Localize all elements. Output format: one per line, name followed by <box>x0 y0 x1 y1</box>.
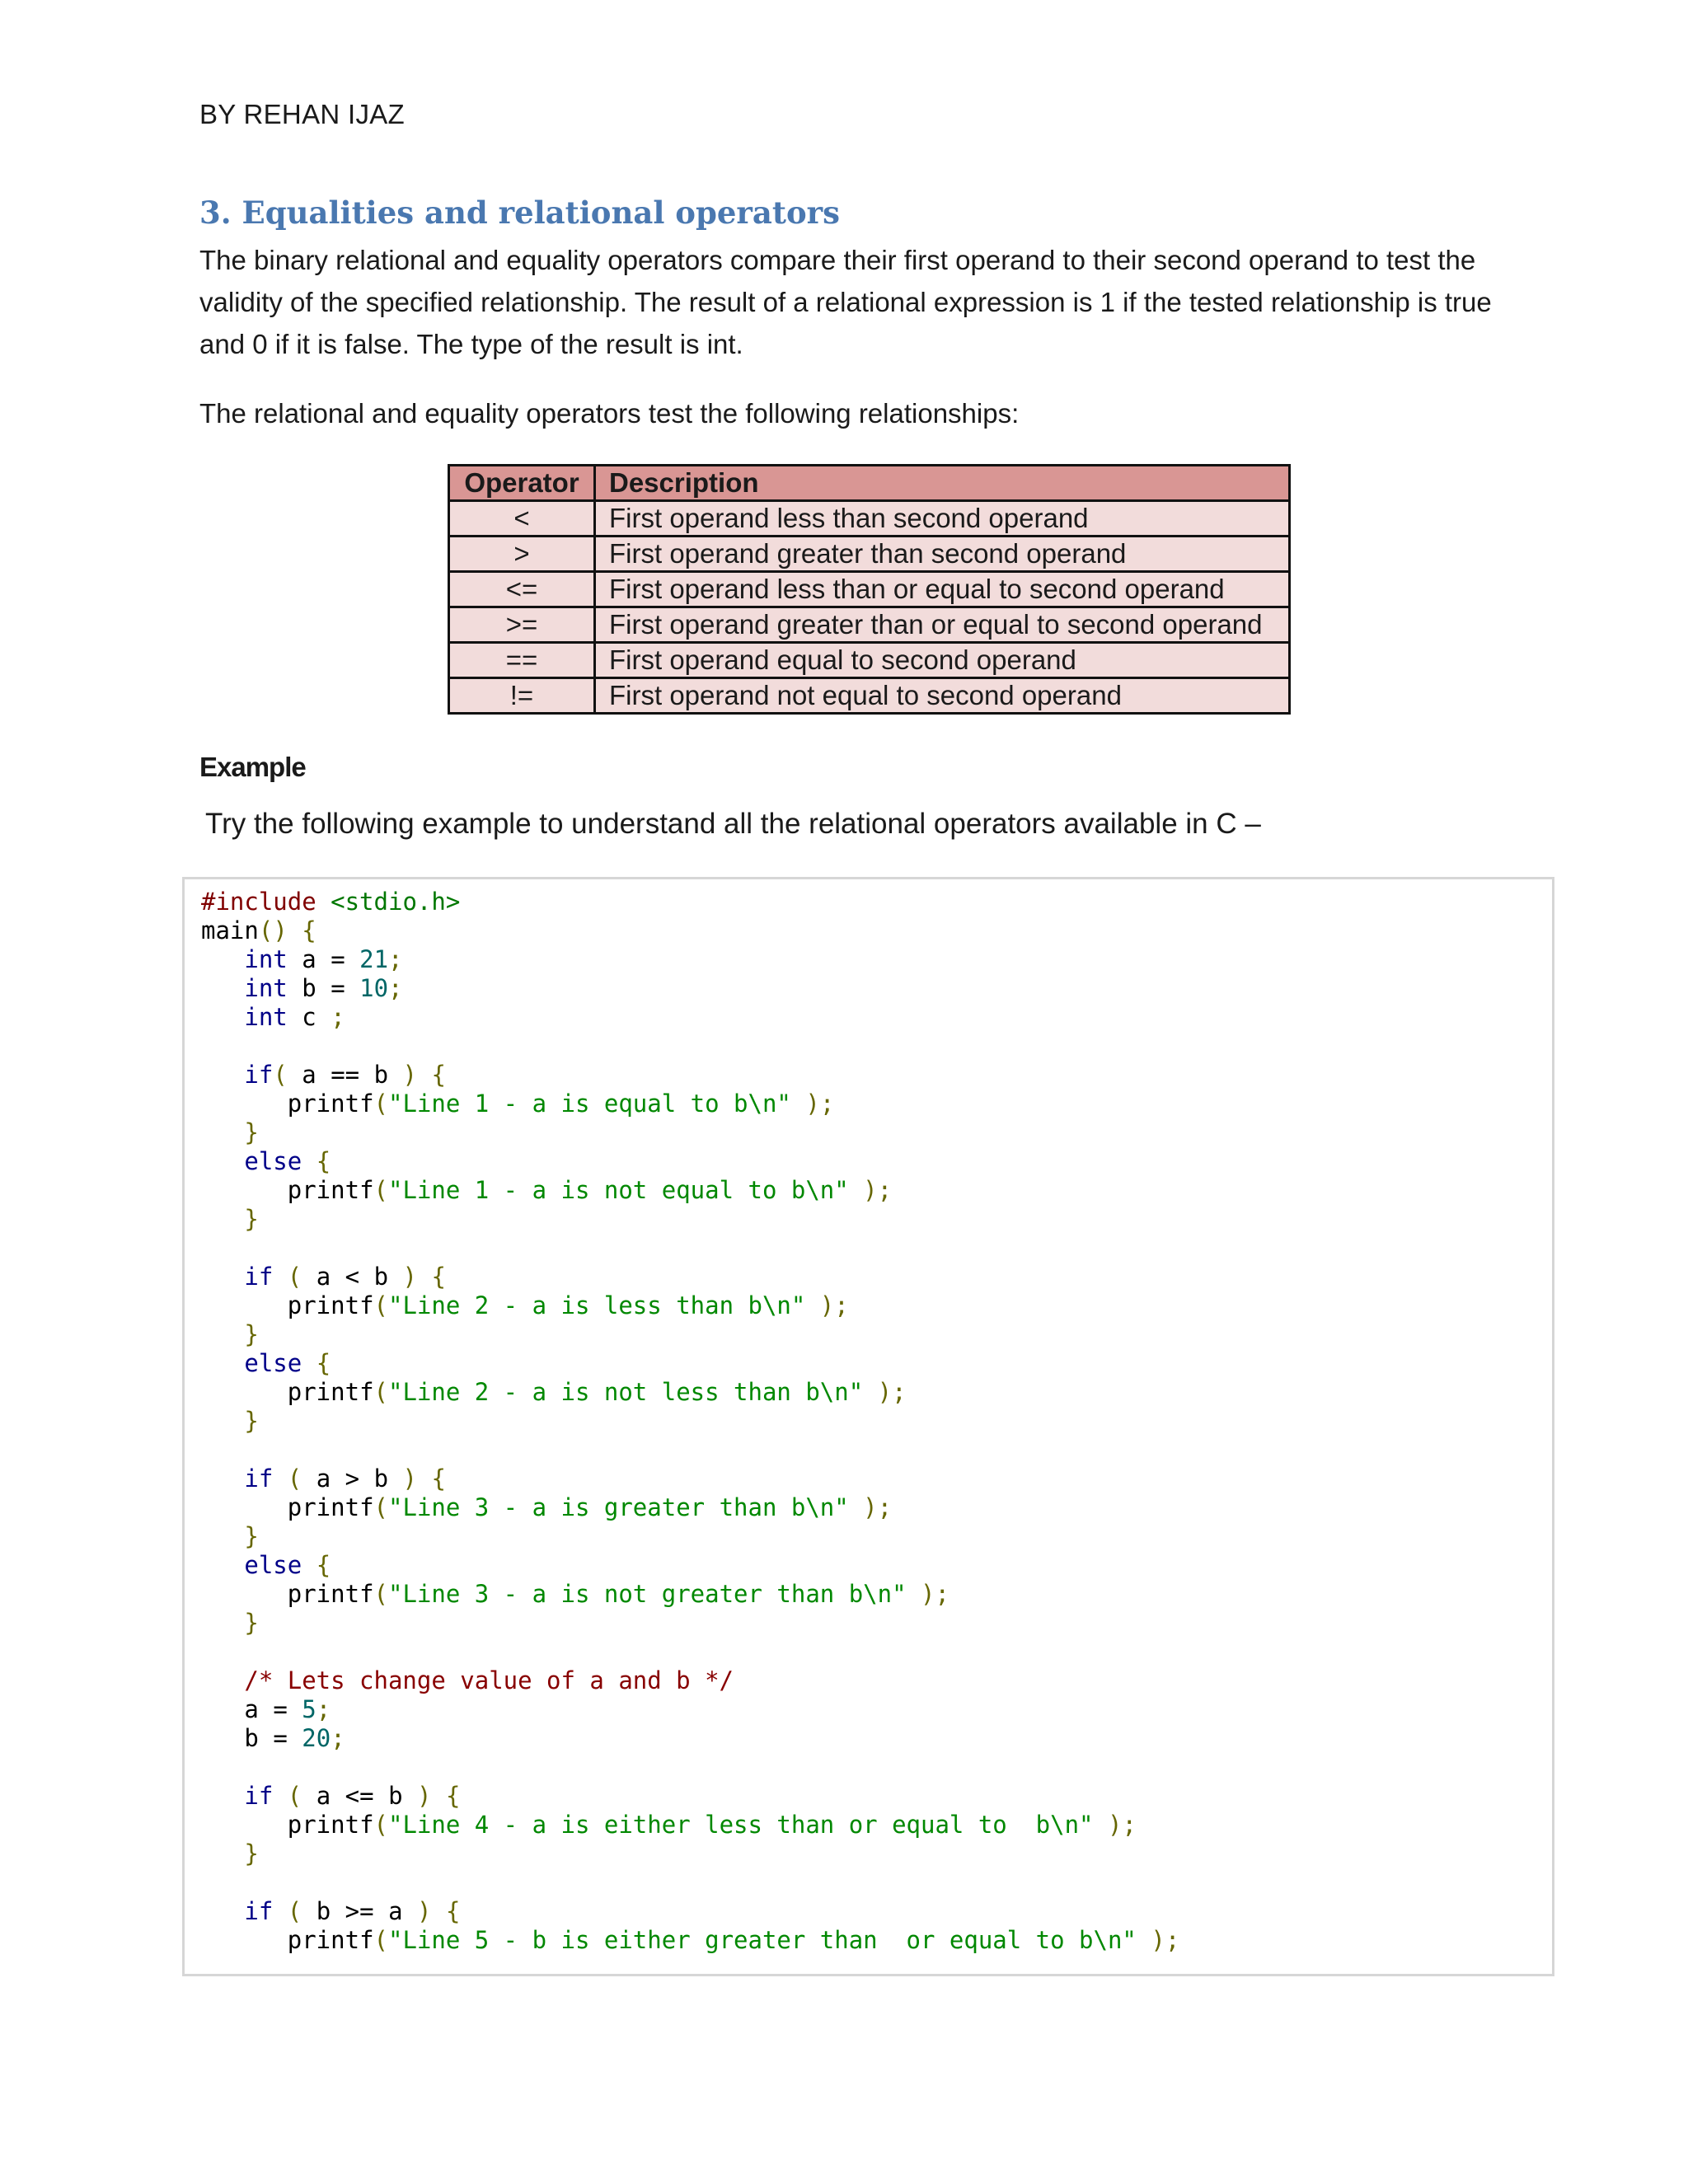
code-line: printf("Line 4 - a is either less than or equal to b\n" ); <box>287 1811 1137 1839</box>
description-cell: First operand less than or equal to second operand <box>595 572 1290 607</box>
code-line: } <box>244 1609 259 1637</box>
table-row <box>449 537 1290 572</box>
code-line: /* Lets change value of a and b */ <box>201 1666 734 1694</box>
code-line: if ( a > b ) { <box>244 1465 446 1493</box>
code-line: a = 5; <box>244 1695 331 1723</box>
table-row <box>449 643 1290 678</box>
operator-cell: < <box>449 501 595 537</box>
code-line: printf("Line 1 - a is equal to b\n" ); <box>287 1090 835 1118</box>
code-line: if ( b >= a ) { <box>244 1897 461 1925</box>
relationships-paragraph: The relational and equality operators test the following relationships: <box>199 398 1020 429</box>
code-line: printf("Line 3 - a is not greater than b\n" ); <box>287 1580 950 1608</box>
operator-cell: != <box>449 678 595 714</box>
code-line: main() { <box>201 916 316 944</box>
code-line: } <box>244 1840 259 1868</box>
code-line: printf("Line 2 - a is less than b\n" ); <box>287 1291 849 1319</box>
operator-column-header: Operator <box>449 466 595 501</box>
table-row <box>449 678 1290 714</box>
table-row <box>449 572 1290 607</box>
operators-table <box>448 464 1291 715</box>
operator-cell: == <box>449 643 595 678</box>
code-line: b = 20; <box>244 1724 345 1752</box>
intro-paragraph: The binary relational and equality operators compare their first operand to their second operand to test the validity of the specified relationship. The result of a relational expression is 1 if the tested relationship is true and 0 if it is false. The type of the result is int. <box>199 245 1492 359</box>
code-line: int c ; <box>244 1003 345 1031</box>
example-intro: Try the following example to understand all the relational operators available in C – <box>205 808 1261 840</box>
table-row <box>449 607 1290 643</box>
description-cell: First operand less than second operand <box>595 501 1290 537</box>
code-line: printf("Line 3 - a is greater than b\n" ); <box>287 1493 893 1521</box>
code-line: else { <box>244 1551 331 1579</box>
code-line: else { <box>244 1147 331 1175</box>
operator-cell: <= <box>449 572 595 607</box>
code-line: else { <box>244 1349 331 1377</box>
code-line: } <box>244 1407 259 1435</box>
description-cell: First operand greater than or equal to second operand <box>595 607 1290 643</box>
code-line: } <box>244 1118 259 1146</box>
description-cell: First operand not equal to second operand <box>595 678 1290 714</box>
code-line: printf("Line 5 - b is either greater than or equal to b\n" ); <box>287 1926 1180 1954</box>
code-line: printf("Line 2 - a is not less than b\n" ); <box>287 1378 907 1406</box>
code-line: if ( a < b ) { <box>244 1263 446 1291</box>
code-line: #include <stdio.h> <box>201 888 461 916</box>
code-line: printf("Line 1 - a is not equal to b\n" ); <box>287 1176 893 1204</box>
example-label: Example <box>199 752 306 782</box>
code-line: } <box>244 1522 259 1550</box>
code-line: if ( a <= b ) { <box>244 1782 461 1810</box>
code-line: } <box>244 1320 259 1348</box>
code-line: int b = 10; <box>244 974 403 1002</box>
code-line: } <box>244 1205 259 1233</box>
operator-cell: >= <box>449 607 595 643</box>
code-block <box>182 877 1554 1976</box>
section-heading: 3. Equalities and relational operators <box>199 194 840 231</box>
description-cell: First operand greater than second operand <box>595 537 1290 572</box>
code-line: int a = 21; <box>244 945 403 973</box>
table-row <box>449 501 1290 537</box>
table-header-row <box>449 466 1290 501</box>
code-listing <box>201 888 1179 1955</box>
description-cell: First operand equal to second operand <box>595 643 1290 678</box>
author-header: BY REHAN IJAZ <box>199 99 406 129</box>
operator-cell: > <box>449 537 595 572</box>
code-line: if( a == b ) { <box>244 1061 446 1089</box>
description-column-header: Description <box>595 466 1290 501</box>
